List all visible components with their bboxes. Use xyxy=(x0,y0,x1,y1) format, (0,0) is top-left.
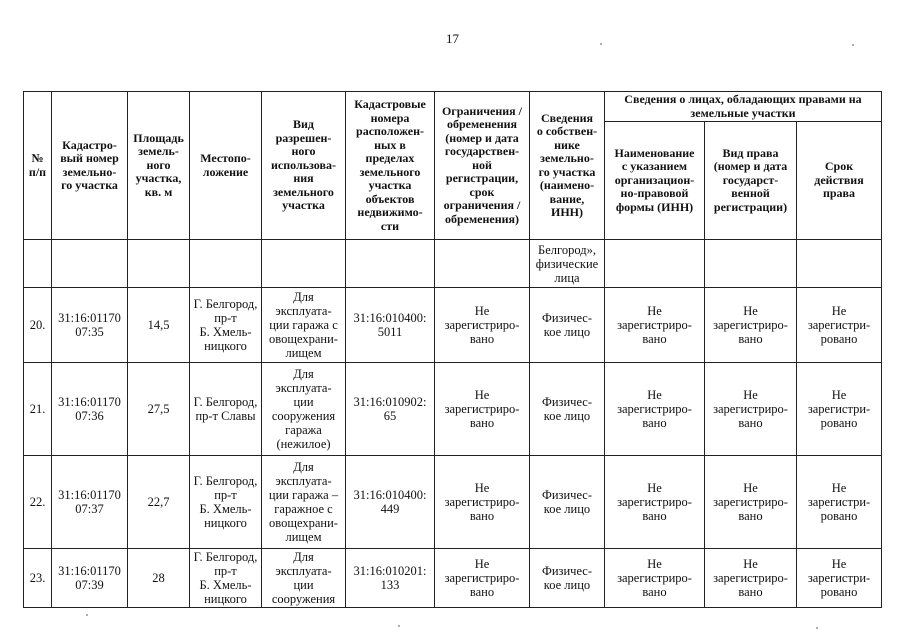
table-row xyxy=(24,549,882,608)
cell-empty xyxy=(128,240,190,288)
cell-permitted-use: Для эксплуата- ции сооружения гаража (нежилое) xyxy=(262,363,346,456)
cell-right-term: Не зарегистри- ровано xyxy=(797,549,882,608)
cell-owner-info: Физичес- кое лицо xyxy=(530,549,605,608)
cell-num: 20. xyxy=(24,288,52,363)
header-permitted-use: Вид разрешен- ного использова- ния земельного участка xyxy=(262,92,346,240)
header-right-type: Вид права (номер и дата государст- венной регистрации) xyxy=(705,122,797,240)
cell-location: Г. Белгород, пр-т Б. Хмель- ницкого xyxy=(190,549,262,608)
cell-holder-name: Не зарегистриро- вано xyxy=(605,456,705,549)
scan-speck xyxy=(398,625,400,627)
cell-right-type: Не зарегистриро- вано xyxy=(705,549,797,608)
cell-empty xyxy=(262,240,346,288)
cell-empty xyxy=(435,240,530,288)
table-row xyxy=(24,456,882,549)
cell-right-type: Не зарегистриро- вано xyxy=(705,456,797,549)
cell-area: 28 xyxy=(128,549,190,608)
cell-owner-info: Белгород», физические лица xyxy=(530,240,605,288)
cell-cadastral-number: 31:16:01170 07:39 xyxy=(52,549,128,608)
header-location: Местопо- ложение xyxy=(190,92,262,240)
header-cadastral-number: Кадастро- вый номер земельно- го участка xyxy=(52,92,128,240)
cell-area: 14,5 xyxy=(128,288,190,363)
header-restrictions: Ограничения / обременения (номер и дата государствен- ной регистрации, срок ограничения / обременения) xyxy=(435,92,530,240)
cell-num: 21. xyxy=(24,363,52,456)
cell-empty xyxy=(797,240,882,288)
cell-right-term: Не зарегистри- ровано xyxy=(797,363,882,456)
scan-speck xyxy=(852,44,854,46)
cell-restrictions: Не зарегистриро- вано xyxy=(435,456,530,549)
header-num: № п/п xyxy=(24,92,52,240)
cell-cadastral-number: 31:16:01170 07:36 xyxy=(52,363,128,456)
cell-right-type: Не зарегистриро- вано xyxy=(705,363,797,456)
header-right-term: Срок действия права xyxy=(797,122,882,240)
cell-objects-cadastral: 31:16:010400: 5011 xyxy=(346,288,435,363)
cell-owner-info: Физичес- кое лицо xyxy=(530,456,605,549)
cell-restrictions: Не зарегистриро- вано xyxy=(435,288,530,363)
cell-objects-cadastral: 31:16:010201: 133 xyxy=(346,549,435,608)
cell-empty xyxy=(52,240,128,288)
cell-objects-cadastral: 31:16:010902: 65 xyxy=(346,363,435,456)
cell-right-term: Не зарегистри- ровано xyxy=(797,456,882,549)
cell-empty xyxy=(346,240,435,288)
cell-holder-name: Не зарегистриро- вано xyxy=(605,549,705,608)
cell-cadastral-number: 31:16:01170 07:37 xyxy=(52,456,128,549)
cell-right-type: Не зарегистриро- вано xyxy=(705,288,797,363)
page-number: 17 xyxy=(446,31,459,46)
cell-location: Г. Белгород, пр-т Б. Хмель- ницкого xyxy=(190,288,262,363)
cell-owner-info: Физичес- кое лицо xyxy=(530,363,605,456)
cell-cadastral-number: 31:16:01170 07:35 xyxy=(52,288,128,363)
cell-permitted-use: Для эксплуата- ции гаража – гаражное с овощехрани- лищем xyxy=(262,456,346,549)
cell-location: Г. Белгород, пр-т Славы xyxy=(190,363,262,456)
cell-empty xyxy=(605,240,705,288)
cell-holder-name: Не зарегистриро- вано xyxy=(605,288,705,363)
cell-restrictions: Не зарегистриро- вано xyxy=(435,363,530,456)
table-row xyxy=(24,288,882,363)
cell-location: Г. Белгород, пр-т Б. Хмель- ницкого xyxy=(190,456,262,549)
header-row-top xyxy=(24,92,882,122)
cell-permitted-use: Для эксплуата- ции гаража с овощехрани- лищем xyxy=(262,288,346,363)
land-registry-table xyxy=(23,91,882,608)
scan-speck xyxy=(86,614,88,616)
cell-num: 22. xyxy=(24,456,52,549)
scan-speck xyxy=(816,627,818,629)
cell-area: 22,7 xyxy=(128,456,190,549)
cell-restrictions: Не зарегистриро- вано xyxy=(435,549,530,608)
cell-empty xyxy=(190,240,262,288)
header-rights-holders: Сведения о лицах, обладающих правами на земельные участки xyxy=(605,92,882,122)
cell-num: 23. xyxy=(24,549,52,608)
table-row xyxy=(24,363,882,456)
header-area: Площадь земель- ного участка, кв. м xyxy=(128,92,190,240)
continuation-row xyxy=(24,240,882,288)
scan-speck xyxy=(600,43,602,45)
header-objects-cadastral: Кадастровые номера расположен- ных в пределах земельного участка объектов недвижимо- сти xyxy=(346,92,435,240)
cell-area: 27,5 xyxy=(128,363,190,456)
header-owner-info: Сведения о собствен- нике земельно- го участка (наимено- вание, ИНН) xyxy=(530,92,605,240)
cell-owner-info: Физичес- кое лицо xyxy=(530,288,605,363)
cell-empty xyxy=(24,240,52,288)
cell-right-term: Не зарегистри- ровано xyxy=(797,288,882,363)
cell-holder-name: Не зарегистриро- вано xyxy=(605,363,705,456)
cell-objects-cadastral: 31:16:010400: 449 xyxy=(346,456,435,549)
header-holder-name: Наименование с указанием организацион- но-правовой формы (ИНН) xyxy=(605,122,705,240)
cell-empty xyxy=(705,240,797,288)
cell-permitted-use: Для эксплуата- ции сооружения xyxy=(262,549,346,608)
